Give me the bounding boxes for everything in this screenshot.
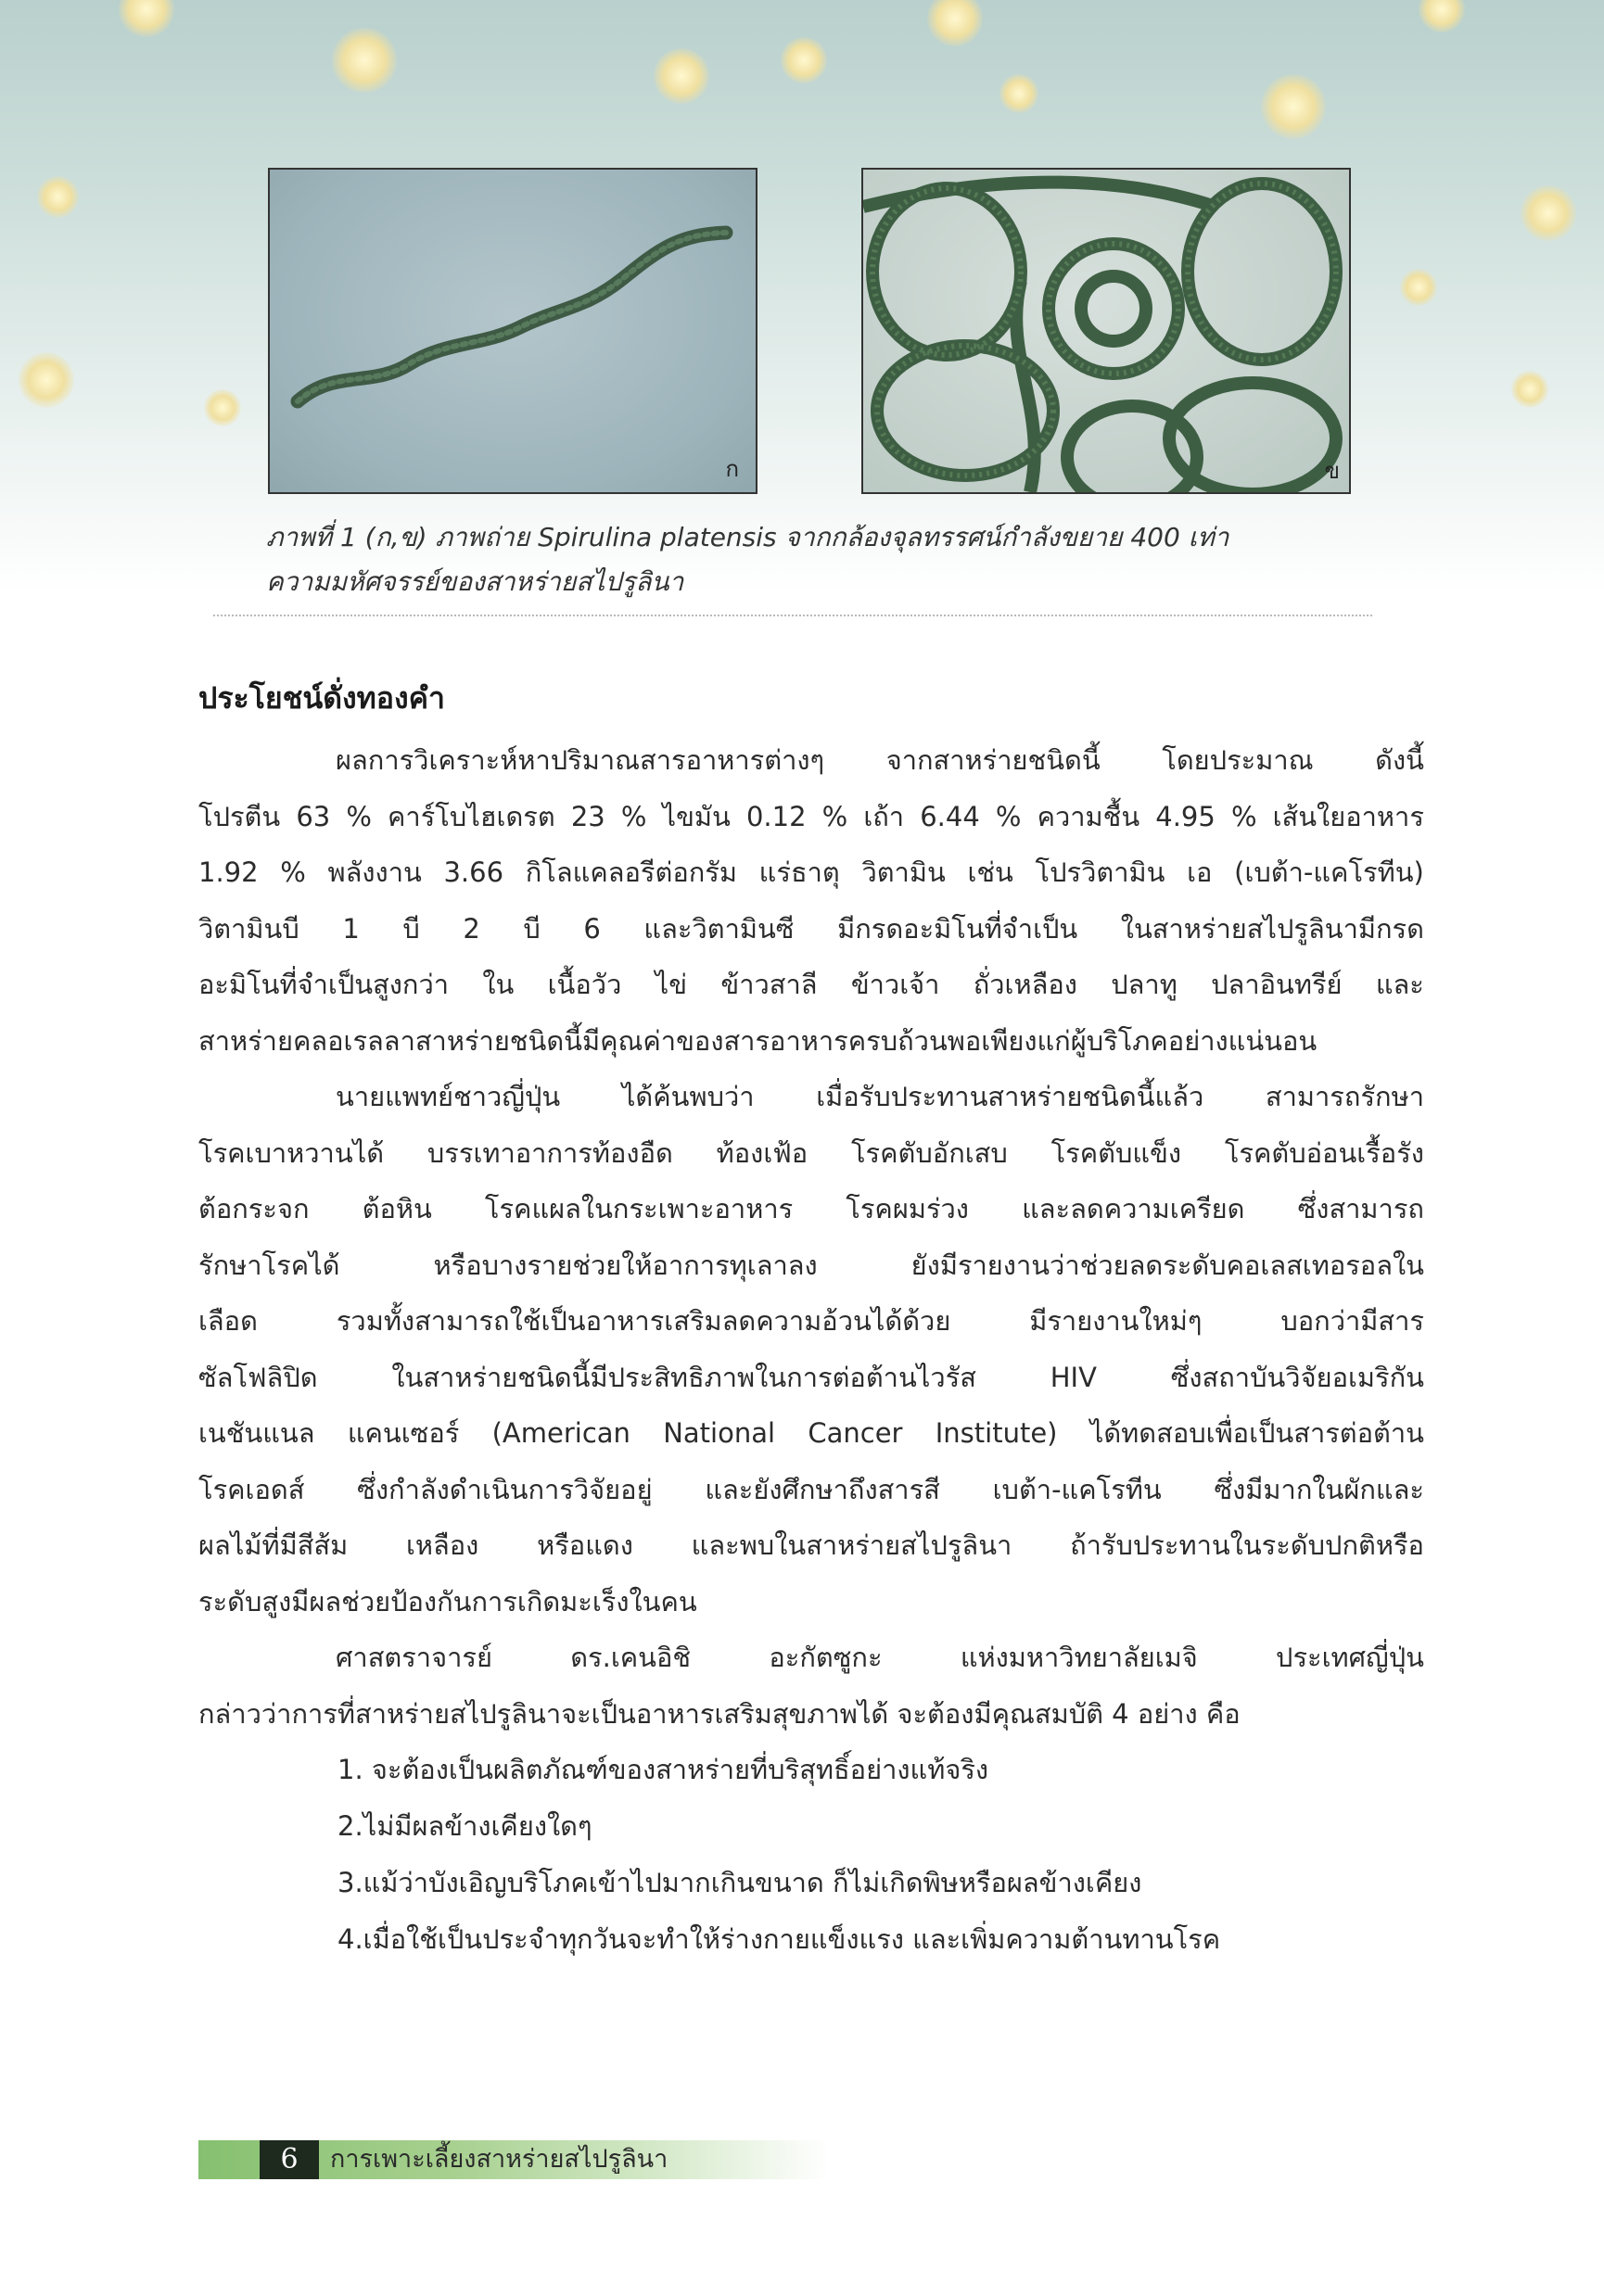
section-heading: ประโยชน์ดั่งทองคำ [198,680,445,716]
bokeh-light [927,0,983,46]
caption-line-1: ภาพที่ 1 (ก,ข) ภาพถ่าย Spirulina platensis จากกล้องจุลทรรศน์กำลังขยาย 400 เท่า [266,522,1229,552]
bokeh-light [332,28,397,93]
bokeh-light [119,0,174,37]
bokeh-light [19,352,74,408]
paragraph-line: นายแพทย์ชาวญี่ปุ่น ได้ค้นพบว่า เมื่อรับประทานสาหร่ายชนิดนี้แล้ว สามารถรักษา [336,1081,1424,1112]
spirulina-filament-graphic [270,170,756,492]
paragraph-line: ระดับสูงมีผลช่วยป้องกันการเกิดมะเร็งในคน [198,1585,697,1617]
bokeh-light [1521,185,1576,241]
spirulina-coils-graphic [863,170,1349,492]
caption-line-2: ความมหัศจรรย์ของสาหร่ายสไปรูลินา [266,566,684,597]
header-background [0,0,1604,593]
paragraph-line: 1.92 % พลังงาน 3.66 กิโลแคลอรีต่อกรัม แร่ธาตุ วิตามิน เช่น โปรวิตามิน เอ (เบต้า-แคโรทีน) [198,856,1424,888]
page-footer [198,2140,829,2179]
bokeh-light [37,176,79,218]
bokeh-light [1419,0,1465,32]
photo-label-a: ก [725,456,739,482]
bokeh-light [999,74,1038,113]
paragraph-line: เลือด รวมทั้งสามารถใช้เป็นอาหารเสริมลดความอ้วนได้ด้วย มีรายงานใหม่ๆ บอกว่ามีสาร [198,1305,1424,1337]
footer-book-title: การเพาะเลี้ยงสาหร่ายสไปรูลินา [330,2145,668,2174]
list-item: 4.เมื่อใช้เป็นประจำทุกวันจะทำให้ร่างกายแข็งแรง และเพิ่มความต้านทานโรค [337,1923,1221,1955]
paragraph-line: สาหร่ายคลอเรลลาสาหร่ายชนิดนี้มีคุณค่าของสารอาหารครบถ้วนพอเพียงแก่ผู้บริโภคอย่างแน่นอน [198,1024,1318,1057]
photo-spirulina-cluster [861,168,1351,494]
paragraph-line: ต้อกระจก ต้อหิน โรคแผลในกระเพาะอาหาร โรคผมร่วง และลดความเครียด ซึ่งสามารถ [198,1193,1424,1224]
bokeh-light [654,48,709,104]
paragraph-line: รักษาโรคได้ หรือบางรายช่วยให้อาการทุเลาลง ยังมีรายงานว่าช่วยลดระดับคอเลสเทอรอลใน [198,1249,1424,1281]
paragraph-line: ซัลโฟลิปิด ในสาหร่ายชนิดนี้มีประสิทธิภาพในการต่อต้านไวรัส HIV ซึ่งสถาบันวิจัยอเมริกัน [198,1361,1424,1393]
body-text [198,732,1424,1968]
paragraph-line: โรคเบาหวานได้ บรรเทาอาการท้องอืด ท้องเฟ้อ โรคตับอักเสบ โรคตับแข็ง โรคตับอ่อนเรื้อรัง [198,1136,1424,1169]
paragraph-line: ผลไม้ที่มีสีส้ม เหลือง หรือแดง และพบในสาหร่ายสไปรูลินา ถ้ารับประทานในระดับปกติหรือ [198,1529,1424,1561]
list-item: 1. จะต้องเป็นผลิตภัณฑ์ของสาหร่ายที่บริสุทธิ์อย่างแท้จริง [337,1754,989,1785]
paragraph-line: ผลการวิเคราะห์หาปริมาณสารอาหารต่างๆ จากสาหร่ายชนิดนี้ โดยประมาณ ดังนี้ [336,744,1424,776]
paragraph-line: วิตามินบี 1 บี 2 บี 6 และวิตามินซี มีกรดอะมิโนที่จำเป็น ในสาหร่ายสไปรูลินามีกรด [198,912,1424,945]
paragraph-line: อะมิโนที่จำเป็นสูงกว่า ใน เนื้อวัว ไข่ ข้าวสาลี ข้าวเจ้า ถั่วเหลือง ปลาทู ปลาอินทรีย์ และ [198,969,1424,1000]
page-number: 6 [260,2140,319,2179]
paragraph-line: โปรตีน 63 % คาร์โบไฮเดรต 23 % ไขมัน 0.12 % เถ้า 6.44 % ความชื้น 4.95 % เส้นใยอาหาร [198,800,1424,832]
figure-caption [266,515,1360,604]
bokeh-light [1261,74,1326,139]
list-item: 2.ไม่มีผลข้างเคียงใดๆ [337,1810,592,1842]
paragraph-line: ศาสตราจารย์ ดร.เคนอิชิ อะกัตซูกะ แห่งมหาวิทยาลัยเมจิ ประเทศญี่ปุ่น [336,1642,1424,1673]
paragraph-line: เนชันแนล แคนเซอร์ (American National Cancer Institute) ได้ทดสอบเพื่อเป็นสารต่อต้าน [198,1417,1424,1449]
bokeh-light [1511,371,1548,408]
photo-label-b: ข [1324,458,1340,484]
list-item: 3.แม้ว่าบังเอิญบริโภคเข้าไปมากเกินขนาด ก็ไม่เกิดพิษหรือผลข้างเคียง [337,1867,1142,1898]
bokeh-light [204,389,241,426]
photo-spirulina-single [268,168,757,494]
bokeh-light [1400,269,1437,306]
paragraph-line: โรคเอดส์ ซึ่งกำลังดำเนินการวิจัยอยู่ และยังศึกษาถึงสารสี เบต้า-แคโรทีน ซึ่งมีมากในผักและ [198,1473,1424,1505]
paragraph-line: กล่าวว่าการที่สาหร่ายสไปรูลินาจะเป็นอาหารเสริมสุขภาพได้ จะต้องมีคุณสมบัติ 4 อย่าง คือ [198,1697,1241,1730]
dotted-divider [213,615,1372,616]
bokeh-light [781,37,827,83]
